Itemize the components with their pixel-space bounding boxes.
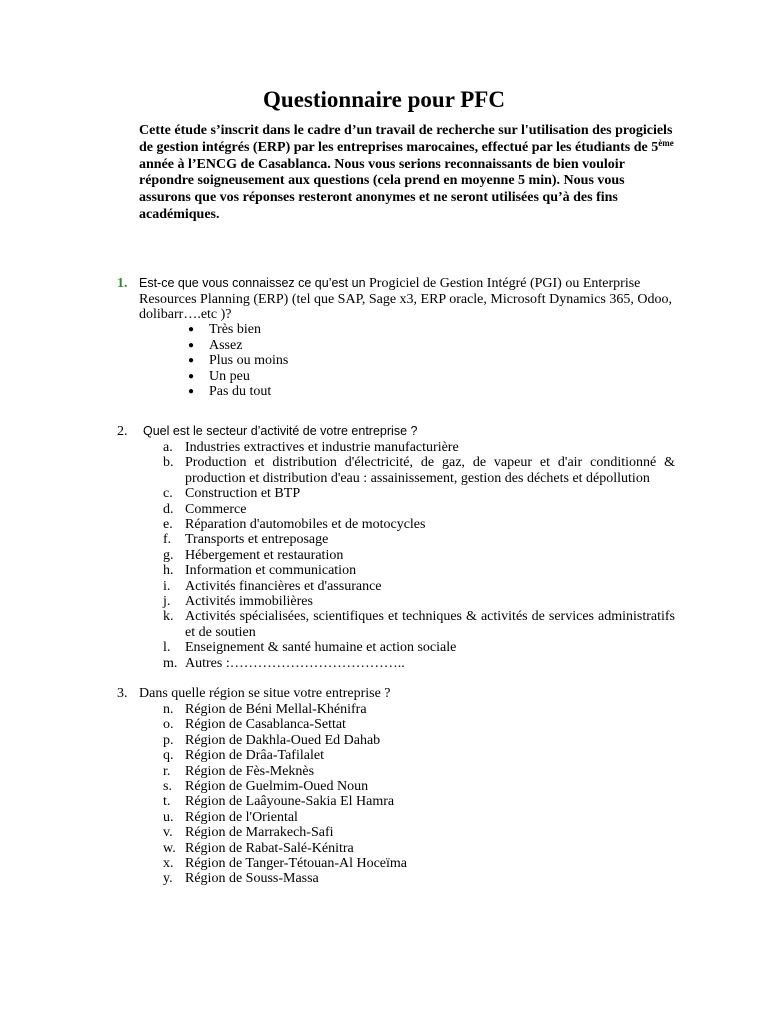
option-item[interactable] xyxy=(163,594,675,610)
option-letter: c. xyxy=(163,486,173,502)
option-label: Information et communication xyxy=(185,563,357,579)
option-item[interactable] xyxy=(185,353,288,369)
option-letter: d. xyxy=(163,501,174,517)
option-letter: o. xyxy=(163,717,174,733)
option-letter: b. xyxy=(163,455,174,471)
bullet-icon: ● xyxy=(187,386,195,398)
option-item[interactable] xyxy=(163,871,675,887)
option-letter: p. xyxy=(163,732,174,748)
option-item[interactable] xyxy=(185,369,288,385)
question-text: Dans quelle région se situe votre entreprise ? xyxy=(139,686,391,701)
question-number: 2. xyxy=(117,424,128,439)
option-letter: x. xyxy=(163,856,174,872)
option-label: Région de l'Oriental xyxy=(185,809,298,825)
question-number: 1. xyxy=(117,276,128,291)
question-3-options xyxy=(163,702,675,887)
bullet-icon: ● xyxy=(187,370,195,382)
option-label: Enseignement & santé humaine et action sociale xyxy=(185,640,457,656)
option-item[interactable] xyxy=(185,384,288,400)
option-item[interactable] xyxy=(163,856,675,872)
option-label: Industries extractives et industrie manufacturière xyxy=(185,440,459,455)
option-letter: u. xyxy=(163,809,174,825)
intro-paragraph xyxy=(139,123,679,224)
option-item[interactable] xyxy=(163,840,675,856)
option-label: Autres :……………………………….. xyxy=(185,655,405,671)
option-letter: j. xyxy=(163,594,171,610)
option-label: Région de Marrakech-Safi xyxy=(185,825,334,841)
option-label: Hébergement et restauration xyxy=(185,547,344,563)
option-letter: i. xyxy=(163,578,171,594)
page-title: Questionnaire pour PFC xyxy=(263,87,505,112)
question-text: Quel est le secteur d’activité de votre entreprise ? xyxy=(143,424,418,438)
question-text xyxy=(139,276,679,323)
option-label: Pas du tout xyxy=(209,384,272,400)
option-letter: n. xyxy=(163,702,174,717)
option-letter: a. xyxy=(163,440,173,455)
option-letter: y. xyxy=(163,871,173,887)
option-item[interactable] xyxy=(185,338,288,354)
option-label: Un peu xyxy=(209,368,250,384)
option-item[interactable] xyxy=(163,825,675,841)
option-label: Région de Casablanca-Settat xyxy=(185,717,346,733)
option-letter: r. xyxy=(163,763,171,779)
option-label: Plus ou moins xyxy=(209,353,289,369)
option-label: Région de Laâyoune-Sakia El Hamra xyxy=(185,794,395,810)
option-letter: g. xyxy=(163,547,174,563)
intro-text-part2: année à l’ENCG de Casablanca. Nous vous serions reconnaissants de bien vouloir répondre soigneusement aux questions (cela prend en moyenne 5 min). Nous vous assurons que vos réponses resteront anonymes et ne seront utilisées qu’à des fins académiques. xyxy=(139,156,625,222)
option-item[interactable] xyxy=(185,322,288,338)
question-2 xyxy=(117,424,679,440)
option-letter: q. xyxy=(163,748,174,764)
option-letter: l. xyxy=(163,640,171,656)
option-item[interactable] xyxy=(163,655,675,671)
option-label: Très bien xyxy=(209,322,261,337)
option-item[interactable] xyxy=(163,578,675,594)
option-label: Production et distribution d'électricité, de gaz, de vapeur et d'air conditionné & production et distribution d'eau : assainissement, gestion des déchets et dépollution xyxy=(185,455,675,486)
option-label: Région de Fès-Meknès xyxy=(185,763,315,779)
option-letter: m. xyxy=(163,655,178,671)
option-letter: w. xyxy=(163,840,176,856)
option-item[interactable] xyxy=(163,609,675,640)
option-label: Commerce xyxy=(185,501,247,517)
option-item[interactable] xyxy=(163,809,675,825)
option-label: Assez xyxy=(209,337,243,353)
option-item[interactable] xyxy=(163,779,675,795)
option-label: Région de Béni Mellal-Khénifra xyxy=(185,702,367,717)
question-number: 3. xyxy=(117,686,128,701)
option-letter: k. xyxy=(163,609,174,625)
option-item[interactable] xyxy=(163,563,675,579)
option-letter: t. xyxy=(163,794,171,810)
option-label: Réparation d'automobiles et de motocycles xyxy=(185,517,426,533)
option-item[interactable] xyxy=(163,732,675,748)
bullet-icon: ● xyxy=(187,324,195,335)
bullet-icon: ● xyxy=(187,339,195,351)
option-label: Construction et BTP xyxy=(185,486,301,502)
option-label: Région de Rabat-Salé-Kénitra xyxy=(185,840,354,856)
intro-superscript: ème xyxy=(658,137,674,148)
question-text-rest: Progiciel de Gestion Intégré (PGI) ou Enterprise Resources Planning (ERP) (tel que SAP, Sage x3, ERP oracle, Microsoft Dynamics 365, Odoo, dolibarr….etc )? xyxy=(139,276,672,323)
option-item[interactable] xyxy=(163,517,675,533)
option-item[interactable] xyxy=(163,440,675,455)
intro-text-part1: Cette étude s’inscrit dans le cadre d’un travail de recherche sur l'utilisation des progiciels de gestion intégrés (ERP) par les entreprises marocaines, effectué par les étudiants de 5 xyxy=(139,123,673,155)
option-item[interactable] xyxy=(163,486,675,502)
option-letter: v. xyxy=(163,825,173,841)
option-item[interactable] xyxy=(163,717,675,733)
option-item[interactable] xyxy=(163,455,675,486)
option-item[interactable] xyxy=(163,532,675,548)
option-label: Région de Dakhla-Oued Ed Dahab xyxy=(185,732,381,748)
option-item[interactable] xyxy=(163,748,675,764)
option-label: Région de Guelmim-Oued Noun xyxy=(185,779,369,795)
option-label: Région de Souss-Massa xyxy=(185,871,319,887)
option-letter: f. xyxy=(163,532,172,548)
option-label: Région de Tanger-Tétouan-Al Hoceïma xyxy=(185,856,408,872)
option-label: Activités immobilières xyxy=(185,594,313,610)
option-label: Transports et entreposage xyxy=(185,532,329,548)
option-item[interactable] xyxy=(163,547,675,563)
question-text-sans: Est-ce que vous connaissez ce qu’est un xyxy=(139,276,369,290)
option-item[interactable] xyxy=(163,794,675,810)
question-1 xyxy=(117,276,679,323)
option-item[interactable] xyxy=(163,501,675,517)
option-label: Activités financières et d'assurance xyxy=(185,578,382,594)
bullet-icon: ● xyxy=(187,355,195,367)
option-item[interactable] xyxy=(163,763,675,779)
option-item[interactable] xyxy=(163,702,675,717)
option-label: Région de Drâa-Tafilalet xyxy=(185,748,324,764)
question-2-options xyxy=(163,440,675,671)
option-letter: e. xyxy=(163,517,173,533)
option-letter: s. xyxy=(163,779,172,795)
question-3 xyxy=(117,686,679,702)
option-letter: h. xyxy=(163,563,174,579)
option-item[interactable] xyxy=(163,640,675,656)
question-1-options xyxy=(185,322,288,400)
option-label: Activités spécialisées, scientifiques et techniques & activités de services administratifs et de soutien xyxy=(185,609,675,640)
